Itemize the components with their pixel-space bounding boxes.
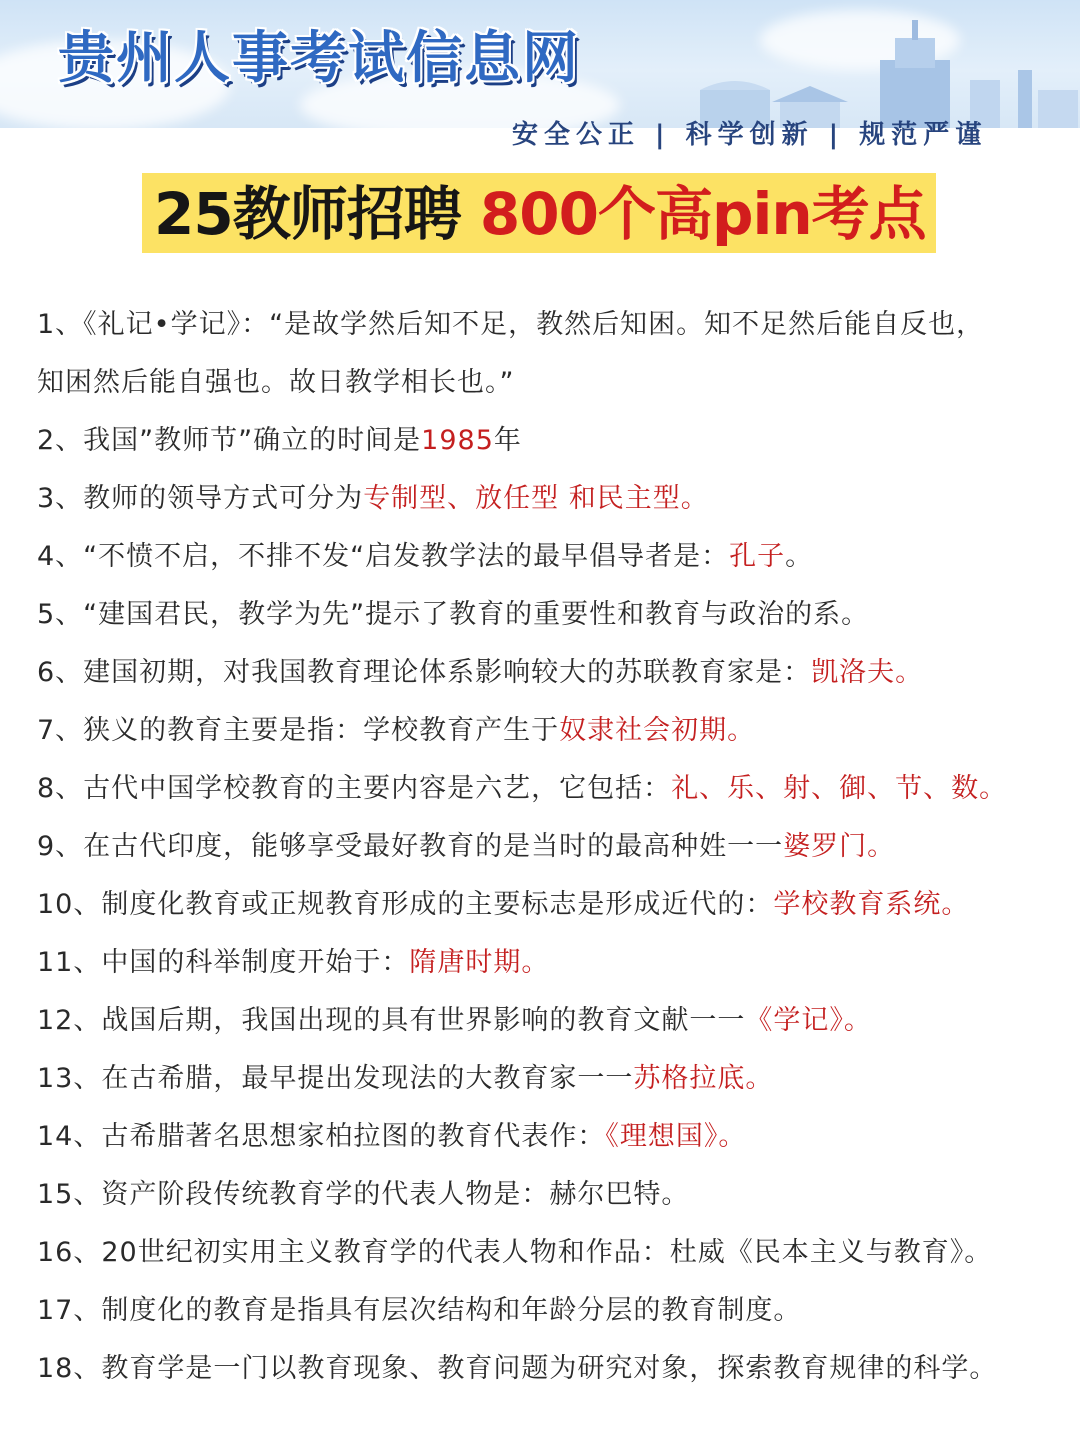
key-points-list	[37, 296, 1057, 1398]
list-item: 7、狭义的教育主要是指：学校教育产生于奴隶社会初期。	[37, 715, 756, 746]
list-item: 1、《礼记•学记》：“是故学然后知不足，教然后知困。知不足然后能自反也，知困然后能自强也。故日教学相长也。”	[37, 309, 985, 398]
list-item: 5、“建国君民，教学为先”提示了教育的重要性和教育与政治的系。	[37, 599, 870, 630]
list-item: 8、古代中国学校教育的主要内容是六艺，它包括：礼、乐、射、御、节、数。	[37, 773, 1008, 804]
list-item: 2、我国”教师节”确立的时间是1985年	[37, 425, 522, 456]
list-item: 13、在古希腊，最早提出发现法的大教育家一一苏格拉底。	[37, 1063, 774, 1094]
list-item: 9、在古代印度，能够享受最好教育的是当时的最高种姓一一婆罗门。	[37, 831, 896, 862]
site-header-banner	[0, 0, 1080, 150]
list-item: 18、教育学是一门以教育现象、教育问题为研究对象，探索教育规律的科学。	[37, 1353, 998, 1384]
list-item: 15、资产阶段传统教育学的代表人物是：赫尔巴特。	[37, 1179, 690, 1210]
list-item: 12、战国后期，我国出现的具有世界影响的教育文献一一《学记》。	[37, 1005, 872, 1036]
list-item: 10、制度化教育或正规教育形成的主要标志是形成近代的：学校教育系统。	[37, 889, 970, 920]
main-title-highlight	[142, 173, 936, 253]
site-slogan: 安全公正 | 科学创新 | 规范严谨	[512, 120, 988, 150]
main-title-part-black: 25教师招聘	[154, 180, 480, 248]
list-item: 11、中国的科举制度开始于：隋唐时期。	[37, 947, 550, 978]
list-item: 16、20世纪初实用主义教育学的代表人物和作品：杜威《民本主义与教育》。	[37, 1237, 993, 1268]
city-skyline-illustration	[640, 20, 1080, 128]
site-title: 贵州人事考试信息网	[58, 25, 580, 91]
list-item: 3、教师的领导方式可分为专制型、放任型 和民主型。	[37, 483, 709, 514]
list-item: 14、古希腊著名思想家柏拉图的教育代表作：《理想国》。	[37, 1121, 747, 1152]
main-title-part-red: 800个高pin考点	[479, 180, 926, 248]
list-item: 4、“不愤不启，不排不发“启发教学法的最早倡导者是：孔子。	[37, 541, 814, 572]
main-title	[154, 179, 926, 249]
list-item: 6、建国初期，对我国教育理论体系影响较大的苏联教育家是：凯洛夫。	[37, 657, 924, 688]
list-item: 17、制度化的教育是指具有层次结构和年龄分层的教育制度。	[37, 1295, 802, 1326]
